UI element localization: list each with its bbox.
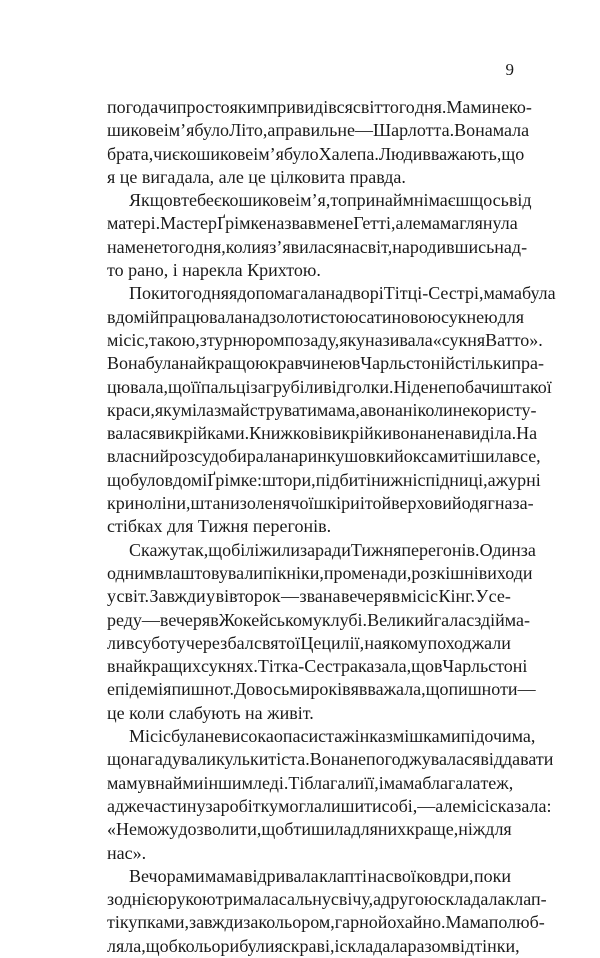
text-line: шикове ім’я було Літо, а правильне — Шарлотта. Вона мала (107, 120, 530, 141)
text-line: стібках для Тижня перегонів. (107, 516, 332, 537)
text-line: в найкращих сукнях. Тітка-Сестра казала, що в Чарльстоні (107, 656, 528, 677)
text-line: епідемія пишнот. До восьми років я вважала, що пишноти — (107, 679, 536, 700)
text-line: з однією рукою тримала сальну свічу, а другою складала клап- (107, 889, 547, 910)
page-number: 9 (505, 60, 514, 79)
body-text (107, 96, 556, 958)
text-line: Місіс була невисока опасиста жінка з мішками під очима, (129, 726, 536, 747)
text-line: то рано, і нарекла Крихтою. (107, 260, 321, 281)
text-line: брата, чиє кошикове ім’я було Халепа. Люди вважають, що (107, 143, 525, 164)
text-line: нас». (107, 842, 147, 863)
paragraph (107, 189, 532, 282)
text-line: Скажу так, що білі жили заради Тижня перегонів. Один за (129, 539, 536, 560)
text-line: Вона була найкращою кравчинею в Чарльстоні й стільки пра- (107, 353, 545, 374)
text-line: «Не можу дозволити, щоб ти шила для них краще, ніж для (107, 819, 512, 840)
text-line: Якщо в тебе є кошикове ім’я, то принаймні маєш щось від (129, 190, 532, 211)
text-line: одним влаштовували пікніки, променади, розкішні виходи (107, 562, 533, 583)
text-line: матері. Мастер Ґрімке назвав мене Гетті, але мама глянула (107, 213, 518, 234)
text-line: адже частину заробітку могла лишити собі, — але місіс казала: (107, 795, 552, 816)
text-line: що нагадували кульки тіста. Вона не погоджувалася віддавати (107, 749, 554, 770)
paragraph (107, 865, 547, 958)
text-line: у світ. Завжди у вівторок — звана вечеря в місіс Кінг. У се- (107, 586, 511, 607)
text-line: ляла, щоб кольори були яскраві, і складала разом відтінки, (107, 935, 520, 956)
text-line: що було в домі Ґрімке: штори, підбиті нижні спідниці, ажурні (107, 469, 541, 490)
text-line: на мене того дня, коли я з’явилася на світ, народившись над- (107, 236, 528, 257)
paragraph (107, 725, 554, 865)
text-line: криноліни, штани з оленячої шкіри і той верховий одяг на за- (107, 493, 534, 514)
text-line: це коли слабують на живіт. (107, 702, 314, 723)
text-line: валася викрійками. Книжкові викрійки вона ненавиділа. На (107, 423, 538, 444)
paragraph (107, 539, 536, 725)
text-line: цювала, що її пальці загрубіли від голки. Ніде не побачиш такої (107, 376, 552, 397)
text-line: погода чи просто яким привидівся світ того дня. Мамине ко- (107, 97, 532, 117)
text-line: ли в суботу через бал святої Цецилії, на якому походжали (107, 632, 511, 653)
text-line: в домі й працювала над золотистою сатиновою сукнею для (107, 306, 524, 327)
text-line: я це вигадала, але це цілковита правда. (107, 166, 406, 187)
text-line: маму в найми іншим леді. Ті благали її, і мама благала теж, (107, 772, 514, 793)
text-line: Поки того дня я допомагала надворі Тітці-Сестрі, мама була (129, 283, 556, 304)
paragraph (107, 96, 532, 189)
text-line: краси, як уміла змайструвати мама, а вона ніколи не користу- (107, 399, 537, 420)
text-line: місіс, такою, з турнюром позаду, яку називала «сукня Ватто». (107, 329, 543, 350)
text-line: власний розсуд обирала на ринку шовки й оксамит і шила все, (107, 446, 541, 467)
text-line: Вечорами мама відривала клапті на свої ковдри, поки (129, 865, 511, 886)
text-line: реду — вечеря в Жокейському клубі. Великий галас здійма- (107, 609, 531, 630)
text-line: ті купками, завжди за кольором, гарно й охайно. Мама полюб- (107, 912, 545, 933)
paragraph (107, 282, 556, 538)
